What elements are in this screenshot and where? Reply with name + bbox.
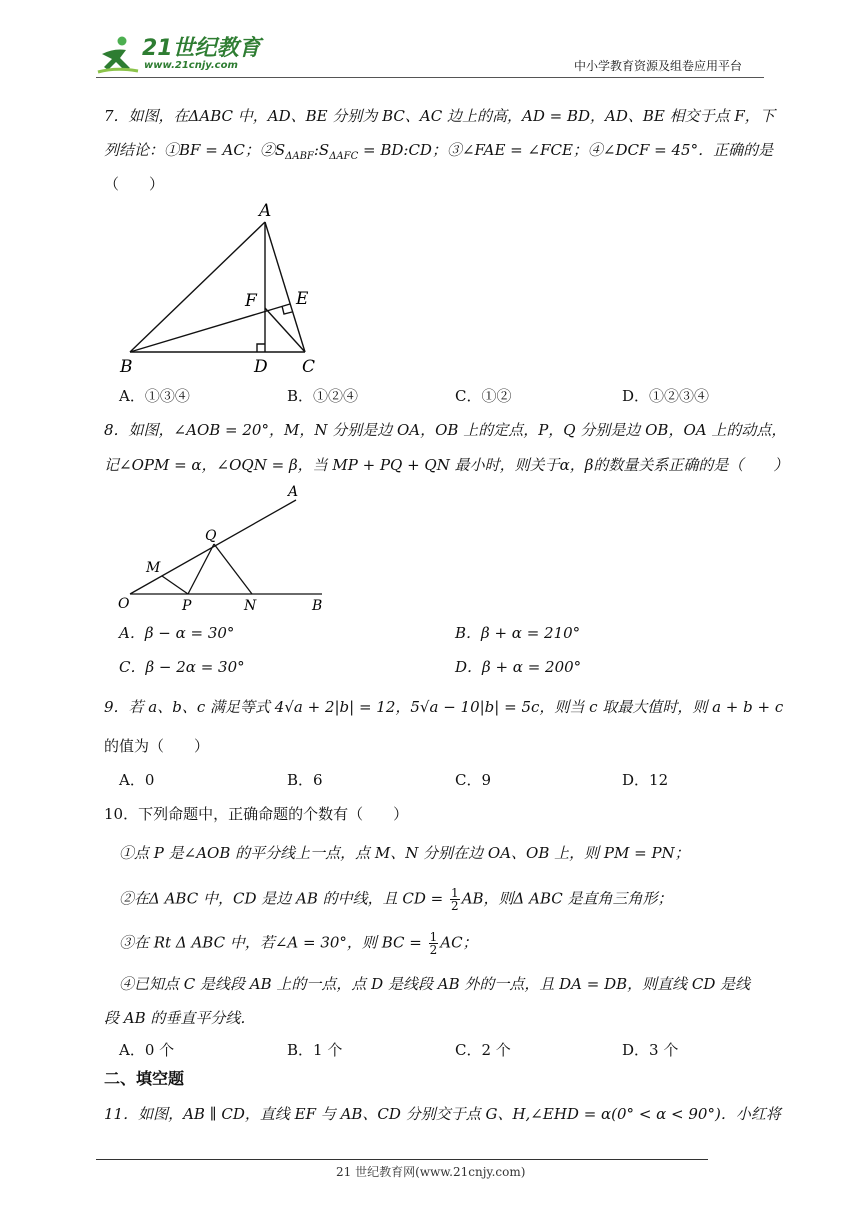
section-title-fill-in: 二、填空题 (104, 1069, 185, 1088)
q8-line2: 记∠OPM = α，∠OQN = β，当 MP + PQ + QN 最小时，则关于α，β的数量关系正确的是（ ） (104, 456, 789, 474)
q10-item-4-line2: 段 AB 的垂直平分线． (104, 1009, 256, 1027)
footer-text: 21 世纪教育网(www.21cnjy.com) (336, 1165, 526, 1179)
q9-option-b: B．6 (287, 771, 323, 789)
q10-stem: 10．下列命题中，正确命题的个数有（ ） (104, 805, 409, 823)
q10-fraction-half-2: $\frac{1}{2}$ (429, 930, 438, 957)
q7-option-b: B．①②④ (287, 387, 359, 405)
q7-label-C: C (302, 357, 316, 377)
q8-label-B: B (312, 598, 323, 614)
q10-item-1: ①点 P 是∠AOB 的平分线上一点，点 M、N 分别在边 OA、OB 上，则 PM = PN； (119, 844, 690, 862)
q10-item-3: ③在 Rt Δ ABC 中，若∠A = 30°，则 BC = $\frac{1}{2}$ AC； (119, 930, 478, 957)
q8-option-a: A．β − α = 30° (119, 624, 235, 642)
q7-label-F: F (245, 291, 257, 311)
q8-label-O: O (118, 596, 130, 612)
platform-name: 中小学教育资源及组卷应用平台 (574, 59, 743, 73)
q7-label-A: A (259, 201, 272, 221)
site-logo (96, 34, 266, 76)
q7-line1: 7．如图，在ΔABC 中，AD、BE 分别为 BC、AC 边上的高，AD = BD，AD、BE 相交于点 F，下 (104, 107, 775, 125)
q8-label-Q: Q (205, 528, 217, 544)
q8-label-A: A (288, 484, 299, 500)
q8-option-c: C．β − 2α = 30° (119, 658, 245, 676)
runner-logo-icon (96, 34, 140, 76)
q7-answer-blank: （ ） (104, 175, 165, 193)
q9-line1: 9．若 a、b、c 满足等式 4√a + 2|b| = 12，5√a − 10|b| = 5c，则当 c 取最大值时，则 a + b + c (104, 698, 784, 716)
q7-option-d: D．①②③④ (622, 387, 710, 405)
q10-item-4-line1: ④已知点 C 是线段 AB 上的一点，点 D 是线段 AB 外的一点，且 DA = DB，则直线 CD 是线 (119, 975, 751, 993)
q7-option-a: A．①③④ (119, 387, 190, 405)
q10-fraction-half: $\frac{1}{2}$ (451, 886, 459, 913)
header-rule (96, 77, 764, 78)
q10-option-a: A．0 个 (119, 1041, 175, 1059)
q8-label-M: M (146, 560, 161, 576)
q10-option-c: C．2 个 (455, 1041, 511, 1059)
q8-figure (112, 480, 332, 615)
q9-option-d: D．12 (622, 771, 669, 789)
q7-line2: 列结论：①BF = AC；$②S_{\Delta ABF}:S_{\Delta AFC}$ = BD:CD；③∠FAE = ∠FCE；④∠DCF = 45°．正确的是 (104, 141, 774, 162)
q9-option-c: C．9 (455, 771, 492, 789)
q10-option-d: D．3 个 (622, 1041, 679, 1059)
q8-label-P: P (182, 598, 192, 614)
q9-line2: 的值为（ ） (104, 737, 210, 755)
footer-rule (96, 1159, 708, 1160)
q10-option-b: B．1 个 (287, 1041, 343, 1059)
logo-title: 21世纪教育 (142, 36, 261, 61)
q7-option-c: C．①② (455, 387, 512, 405)
q8-option-b: B．β + α = 210° (455, 624, 581, 642)
q7-figure (112, 200, 322, 380)
q7-label-D: D (254, 357, 268, 377)
q9-option-a: A．0 (119, 771, 155, 789)
q7-label-B: B (120, 357, 133, 377)
logo-url: www.21cnjy.com (144, 60, 238, 71)
q7-label-E: E (296, 289, 309, 309)
q11-line1: 11．如图，AB ∥ CD，直线 EF 与 AB、CD 分别交于点 G、H,∠EHD = α(0° < α < 90°)．小红将 (104, 1105, 781, 1123)
q8-label-N: N (244, 598, 257, 614)
q8-option-d: D．β + α = 200° (455, 658, 582, 676)
q8-line1: 8．如图，∠AOB = 20°，M，N 分别是边 OA，OB 上的定点，P，Q 分别是边 OB，OA 上的动点， (104, 421, 787, 439)
q10-item-2: ②在Δ ABC 中，CD 是边 AB 的中线，且 CD = $\frac{1}{2}$ AB，则Δ ABC 是直角三角形； (119, 886, 673, 913)
